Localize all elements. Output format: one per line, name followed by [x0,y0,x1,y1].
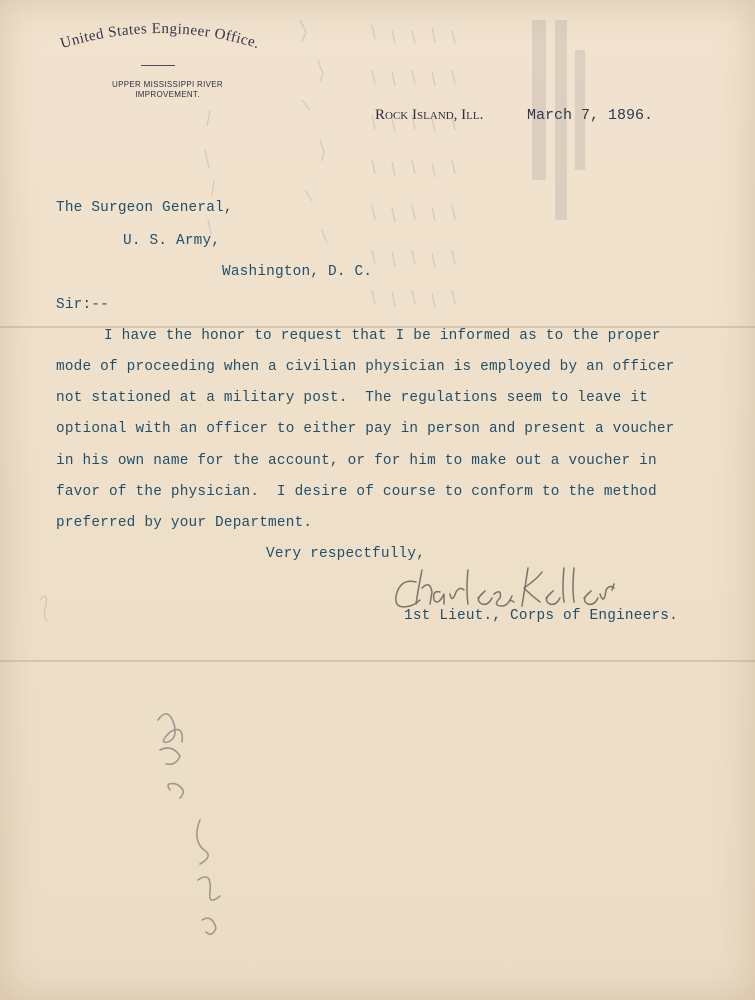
letter-place: Rock Island, Ill. [375,107,484,123]
letterhead-line1: UPPER MISSISSIPPI RIVER [112,80,223,89]
greeting: Sir:-- [56,297,110,313]
closing: Very respectfully, [266,546,426,562]
svg-text:United States Engineer Office. [59,21,262,52]
addressee-city: Washington, D. C. [222,264,373,280]
letterhead-line2: IMPROVEMENT. [135,90,200,99]
body-line: optional with an officer to either pay in person and present a voucher [56,421,675,437]
body-line: favor of the physician. I desire of course to conform to the method [56,484,657,500]
pencil-notation [140,690,340,970]
letterhead-office-arc [20,8,310,78]
body-line: mode of proceeding when a civilian physician is employed by an officer [56,359,675,375]
addressee-line: The Surgeon General, [56,200,233,216]
body-line: in his own name for the account, or for him to make out a voucher in [56,453,657,469]
letter-date: March 7, 1896. [527,107,654,124]
letterhead-office: United States Engineer Office. [58,20,262,53]
body-line: preferred by your Department. [56,515,313,531]
signer-title: 1st Lieut., Corps of Engineers. [404,608,678,624]
letterhead-rule [141,65,175,66]
body-line: I have the honor to request that I be informed as to the proper [104,328,661,344]
addressee-org: U. S. Army, [123,233,221,249]
body-line: not stationed at a military post. The regulations seem to leave it [56,390,648,406]
